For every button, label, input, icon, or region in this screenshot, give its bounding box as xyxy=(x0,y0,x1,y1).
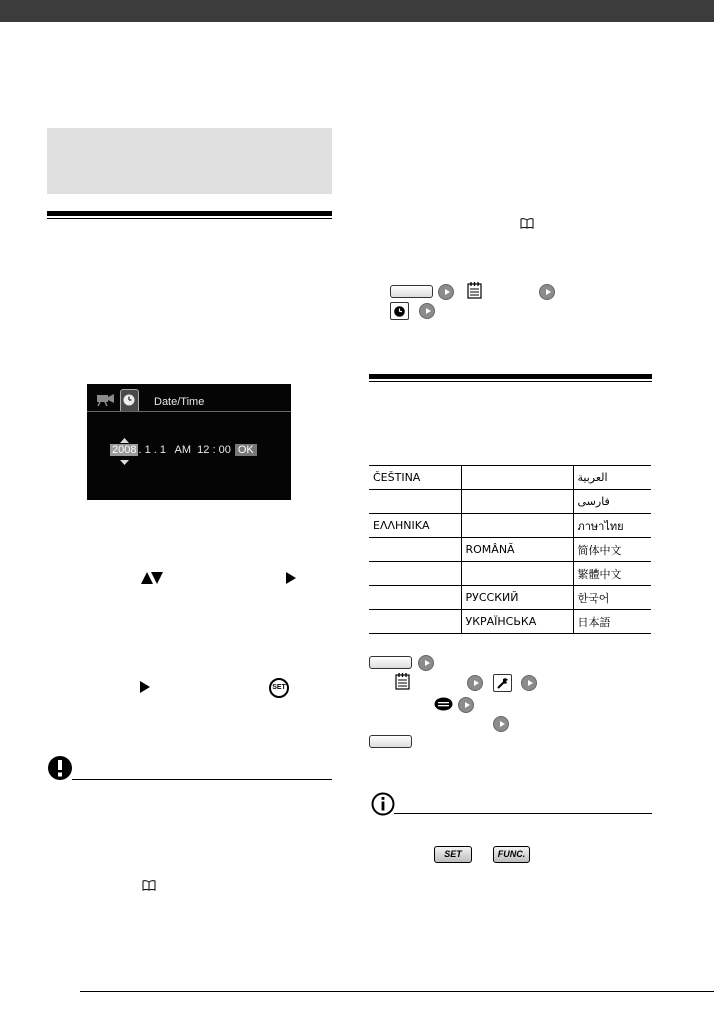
book-icon xyxy=(142,880,156,891)
heading-rule-thick xyxy=(369,374,652,379)
menu-icon xyxy=(395,673,410,690)
arrow-down-icon xyxy=(120,460,129,465)
lang-cell xyxy=(461,562,573,586)
date-time-label: Date/Time xyxy=(154,396,205,408)
note-icon xyxy=(371,792,395,816)
top-bar xyxy=(0,0,714,22)
lang-cell: فارسی xyxy=(573,490,651,514)
movie-camera-icon xyxy=(97,393,115,406)
table-row xyxy=(369,490,651,514)
lang-cell xyxy=(461,514,573,538)
heading-rule-thin xyxy=(47,218,332,219)
menu-icon xyxy=(467,282,482,299)
func-key-icon xyxy=(390,285,433,298)
func-key-icon xyxy=(369,656,412,669)
lang-cell: ČEŠTINA xyxy=(369,466,461,490)
ok-button[interactable]: OK xyxy=(235,444,257,456)
heading-rule-thin xyxy=(369,381,652,382)
arrow-up-icon xyxy=(120,438,129,443)
lang-cell: ROMÂNĂ xyxy=(461,538,573,562)
clock-icon-box xyxy=(390,302,409,320)
language-table xyxy=(369,465,651,634)
nav-arrow-icon xyxy=(493,716,509,732)
lang-cell: 한국어 xyxy=(573,586,651,610)
speech-icon xyxy=(434,697,453,712)
table-row xyxy=(369,562,651,586)
lang-cell xyxy=(369,610,461,634)
set-key-icon: SET xyxy=(434,846,472,863)
nav-arrow-icon xyxy=(458,697,474,713)
lcd-divider xyxy=(87,411,291,412)
nav-arrow-icon xyxy=(467,675,483,691)
table-row xyxy=(369,466,651,490)
func-key-icon xyxy=(369,735,412,748)
table-row xyxy=(369,538,651,562)
wrench-icon xyxy=(496,677,509,690)
book-icon xyxy=(520,218,534,229)
footer-rule xyxy=(80,991,714,992)
nav-arrow-icon xyxy=(418,655,434,671)
table-row xyxy=(369,610,651,634)
lang-cell xyxy=(369,562,461,586)
lang-cell xyxy=(461,490,573,514)
lang-cell: 简体中文 xyxy=(573,538,651,562)
nav-arrow-icon xyxy=(438,284,454,300)
section-title-box xyxy=(47,128,332,194)
lang-cell: 繁體中文 xyxy=(573,562,651,586)
date-time-row xyxy=(110,444,257,456)
nav-arrow-icon xyxy=(419,303,435,319)
set-button-icon: SET xyxy=(269,678,289,698)
lang-cell xyxy=(461,466,573,490)
func-button-icon: FUNC. xyxy=(493,846,530,863)
wrench-icon-box xyxy=(493,674,512,692)
lang-cell: 日本語 xyxy=(573,610,651,634)
date-rest: . 1 . 1 AM 12 : 00 xyxy=(138,444,231,456)
lang-cell xyxy=(369,586,461,610)
note-rule xyxy=(394,813,652,814)
lang-cell: ภาษาไทย xyxy=(573,514,651,538)
year-field[interactable]: 2008 xyxy=(112,444,137,456)
lang-cell xyxy=(369,538,461,562)
important-rule xyxy=(72,779,332,780)
clock-icon xyxy=(394,306,405,317)
arrow-up-down-icon xyxy=(141,572,163,584)
table-row xyxy=(369,586,651,610)
lang-cell: УКРАЇНСЬКА xyxy=(461,610,573,634)
lang-cell: العربية xyxy=(573,466,651,490)
nav-arrow-icon xyxy=(521,675,537,691)
clock-icon xyxy=(123,394,135,406)
arrow-right-icon xyxy=(140,681,150,693)
important-icon xyxy=(47,755,73,781)
lang-cell: РУССКИЙ xyxy=(461,586,573,610)
lang-cell xyxy=(369,490,461,514)
heading-rule-thick xyxy=(47,211,332,216)
lcd-screen xyxy=(87,384,291,500)
arrow-right-icon xyxy=(286,572,296,584)
nav-arrow-icon xyxy=(539,284,555,300)
table-row xyxy=(369,514,651,538)
lang-cell: ΕΛΛΗΝΙΚΑ xyxy=(369,514,461,538)
